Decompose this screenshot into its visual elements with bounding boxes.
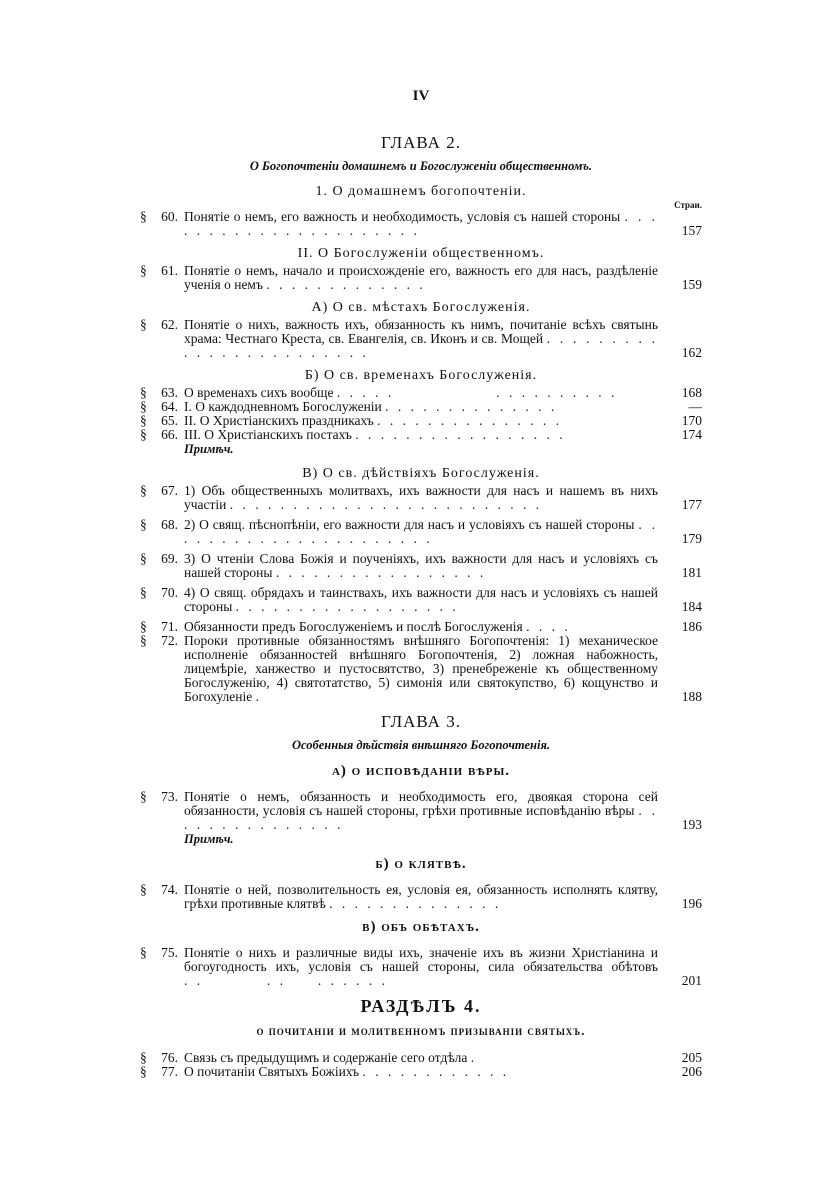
razdel-4-title: РАЗДѢЛЪ 4. <box>360 996 482 1016</box>
toc-page-ref: 196 <box>681 896 702 911</box>
toc-page-ref: 174 <box>681 427 702 442</box>
toc-entry-63: § 63. О временахъ сихъ вообще . . . . . . . . . . . . . . . 168 <box>140 385 702 400</box>
section-home-worship: 1. О домашнемъ богопочтенiи. <box>315 184 527 199</box>
toc-page <box>140 88 702 1079</box>
toc-entry-60: § 60. Понятiе о немъ, его важность и необходимость, условiя съ нашей стороны . . . . . . . . . . . . . . . . . . . . . . 157 <box>140 209 702 238</box>
toc-page-ref: 170 <box>681 413 702 428</box>
section-oath: б) о клятвѣ. <box>375 856 467 872</box>
page-column-label: Стран. <box>674 200 702 210</box>
toc-entry-71: § 71. Обязанности предъ Богослуженiемъ и послѣ Богослуженiя . . . . 186 <box>140 619 702 634</box>
section-vows: в) объ обѣтахъ. <box>362 919 480 935</box>
toc-page-ref: 206 <box>681 1064 702 1079</box>
toc-entry-61: § 61. Понятiе о немъ, начало и происхожденiе его, важность его для насъ, раздѣленiе ученiя о немъ . . . . . . . . . . . . . 159 <box>140 263 702 292</box>
toc-page-ref: 179 <box>681 531 702 546</box>
toc-entry-75: § 75. Понятiе о нихъ и различные виды ихъ, значенiе ихъ въ жизни Христiанина и богоугодность ихъ, условiя съ нашей стороны, сила обязательства обѣтовъ . . . . . . . . . . 201 <box>140 945 702 988</box>
toc-entry-69: § 69. 3) О чтенiи Слова Божiя и поученiяхъ, ихъ важности для насъ и условiяхъ съ нашей стороны . . . . . . . . . . . . . . . . . 181 <box>140 551 702 580</box>
section-public-worship: II. О Богослуженiи общественномъ. <box>297 246 545 261</box>
toc-entry-74: § 74. Понятiе о ней, позволительность ея, условiя ея, обязанность исполнять клятву, грѣхи противные клятвѣ . . . . . . . . . . . . . . 196 <box>140 882 702 911</box>
toc-entry-77: § 77. О почитанiи Святыхъ Божiихъ . . . . . . . . . . . . 206 <box>140 1064 702 1079</box>
section-confession: а) о исповѣданiи вѣры. <box>331 763 510 779</box>
note-label: Примѣч. <box>184 832 234 846</box>
toc-page-ref: 181 <box>681 565 702 580</box>
note-label: Примѣч. <box>184 442 234 456</box>
toc-entry-72: § 72. Пороки противные обязанностямъ внѣшняго Богопочтенiя: 1) механическое исполненiе обязанностей внѣшняго Богопочтенiя, 2) ложная набожность, лицемѣрiе, ханжество и пустосвятство, 3) пренебреженiе къ общественному Богослуженiю, 4) святотатство, 5) симонiя или святокупство, 6) кощунство и Богохуленiе . 188 <box>140 633 702 704</box>
toc-entry-64: § 64. I. О каждодневномъ Богослуженiи . . . . . . . . . . . . . . — <box>140 399 702 414</box>
chapter-3-title: ГЛАВА 3. <box>381 712 461 731</box>
chapter-2-subtitle: О Богопочтенiи домашнемъ и Богослуженiи общественномъ. <box>249 159 593 173</box>
toc-page-ref: 188 <box>681 689 702 704</box>
toc-page-ref: 162 <box>681 345 702 360</box>
toc-page-ref: 193 <box>681 817 702 832</box>
section-holy-acts: В) О св. дѣйствiяхъ Богослуженiя. <box>302 466 540 481</box>
chapter-3-subtitle: Особенныя дѣйствiя внѣшняго Богопочтенiя. <box>291 738 551 752</box>
toc-entry-68: § 68. 2) О свящ. пѣснопѣнiи, его важности для насъ и условiяхъ съ нашей стороны . . . . . . . . . . . . . . . . . . . . . . 179 <box>140 517 702 546</box>
razdel-4-subtitle: о почитанiи и молитвенномъ призыванiи святыхъ. <box>256 1023 586 1038</box>
toc-page-ref: 184 <box>681 599 702 614</box>
toc-page-ref: 168 <box>681 385 702 400</box>
toc-entry-67: § 67. 1) Объ общественныхъ молитвахъ, ихъ важности для насъ и нашемъ въ нихъ участiи . . . . . . . . . . . . . . . . . . . . . . . . . 177 <box>140 483 702 512</box>
toc-page-ref: 159 <box>681 277 702 292</box>
toc-page-ref: 201 <box>681 973 702 988</box>
toc-page-ref: — <box>688 399 702 414</box>
toc-entry-66: § 66. III. О Христiанскихъ постахъ . . . . . . . . . . . . . . . . . 174 <box>140 427 702 442</box>
toc-entry-62: § 62. Понятiе о нихъ, важность ихъ, обязанность къ нимъ, почитанiе всѣхъ святынь храма: Честнаго Креста, св. Евангелiя, св. Иконъ и св. Мощей . . . . . . . . . . . . . . . . . . . . . . . . 162 <box>140 317 702 360</box>
section-holy-places: А) О св. мѣстахъ Богослуженiя. <box>311 300 531 315</box>
toc-entry-73: § 73. Понятiе о немъ, обязанность и необходимость его, двоякая сторона сей обязанности, условiя съ нашей стороны, грѣхи противные исповѣданiю вѣры . . . . . . . . . . . . . . . 193 <box>140 789 702 832</box>
toc-entry-70: § 70. 4) О свящ. обрядахъ и таинствахъ, ихъ важности для насъ и условiяхъ съ нашей стороны . . . . . . . . . . . . . . . . . . 184 <box>140 585 702 614</box>
toc-page-ref: 157 <box>681 223 702 238</box>
toc-entry-76: § 76. Связь съ предыдущимъ и содержанiе сего отдѣла . 205 <box>140 1050 702 1065</box>
toc-page-ref: 186 <box>681 619 702 634</box>
page-number: IV <box>412 88 430 104</box>
section-holy-times: Б) О св. временахъ Богослуженiя. <box>304 368 538 383</box>
note-row-2 <box>140 832 702 846</box>
note-row-1 <box>140 442 702 456</box>
toc-entry-65: § 65. II. О Христiанскихъ праздникахъ . . . . . . . . . . . . . . . 170 <box>140 413 702 428</box>
chapter-2-title: ГЛАВА 2. <box>381 133 461 152</box>
toc-page-ref: 205 <box>681 1050 702 1065</box>
toc-page-ref: 177 <box>681 497 702 512</box>
